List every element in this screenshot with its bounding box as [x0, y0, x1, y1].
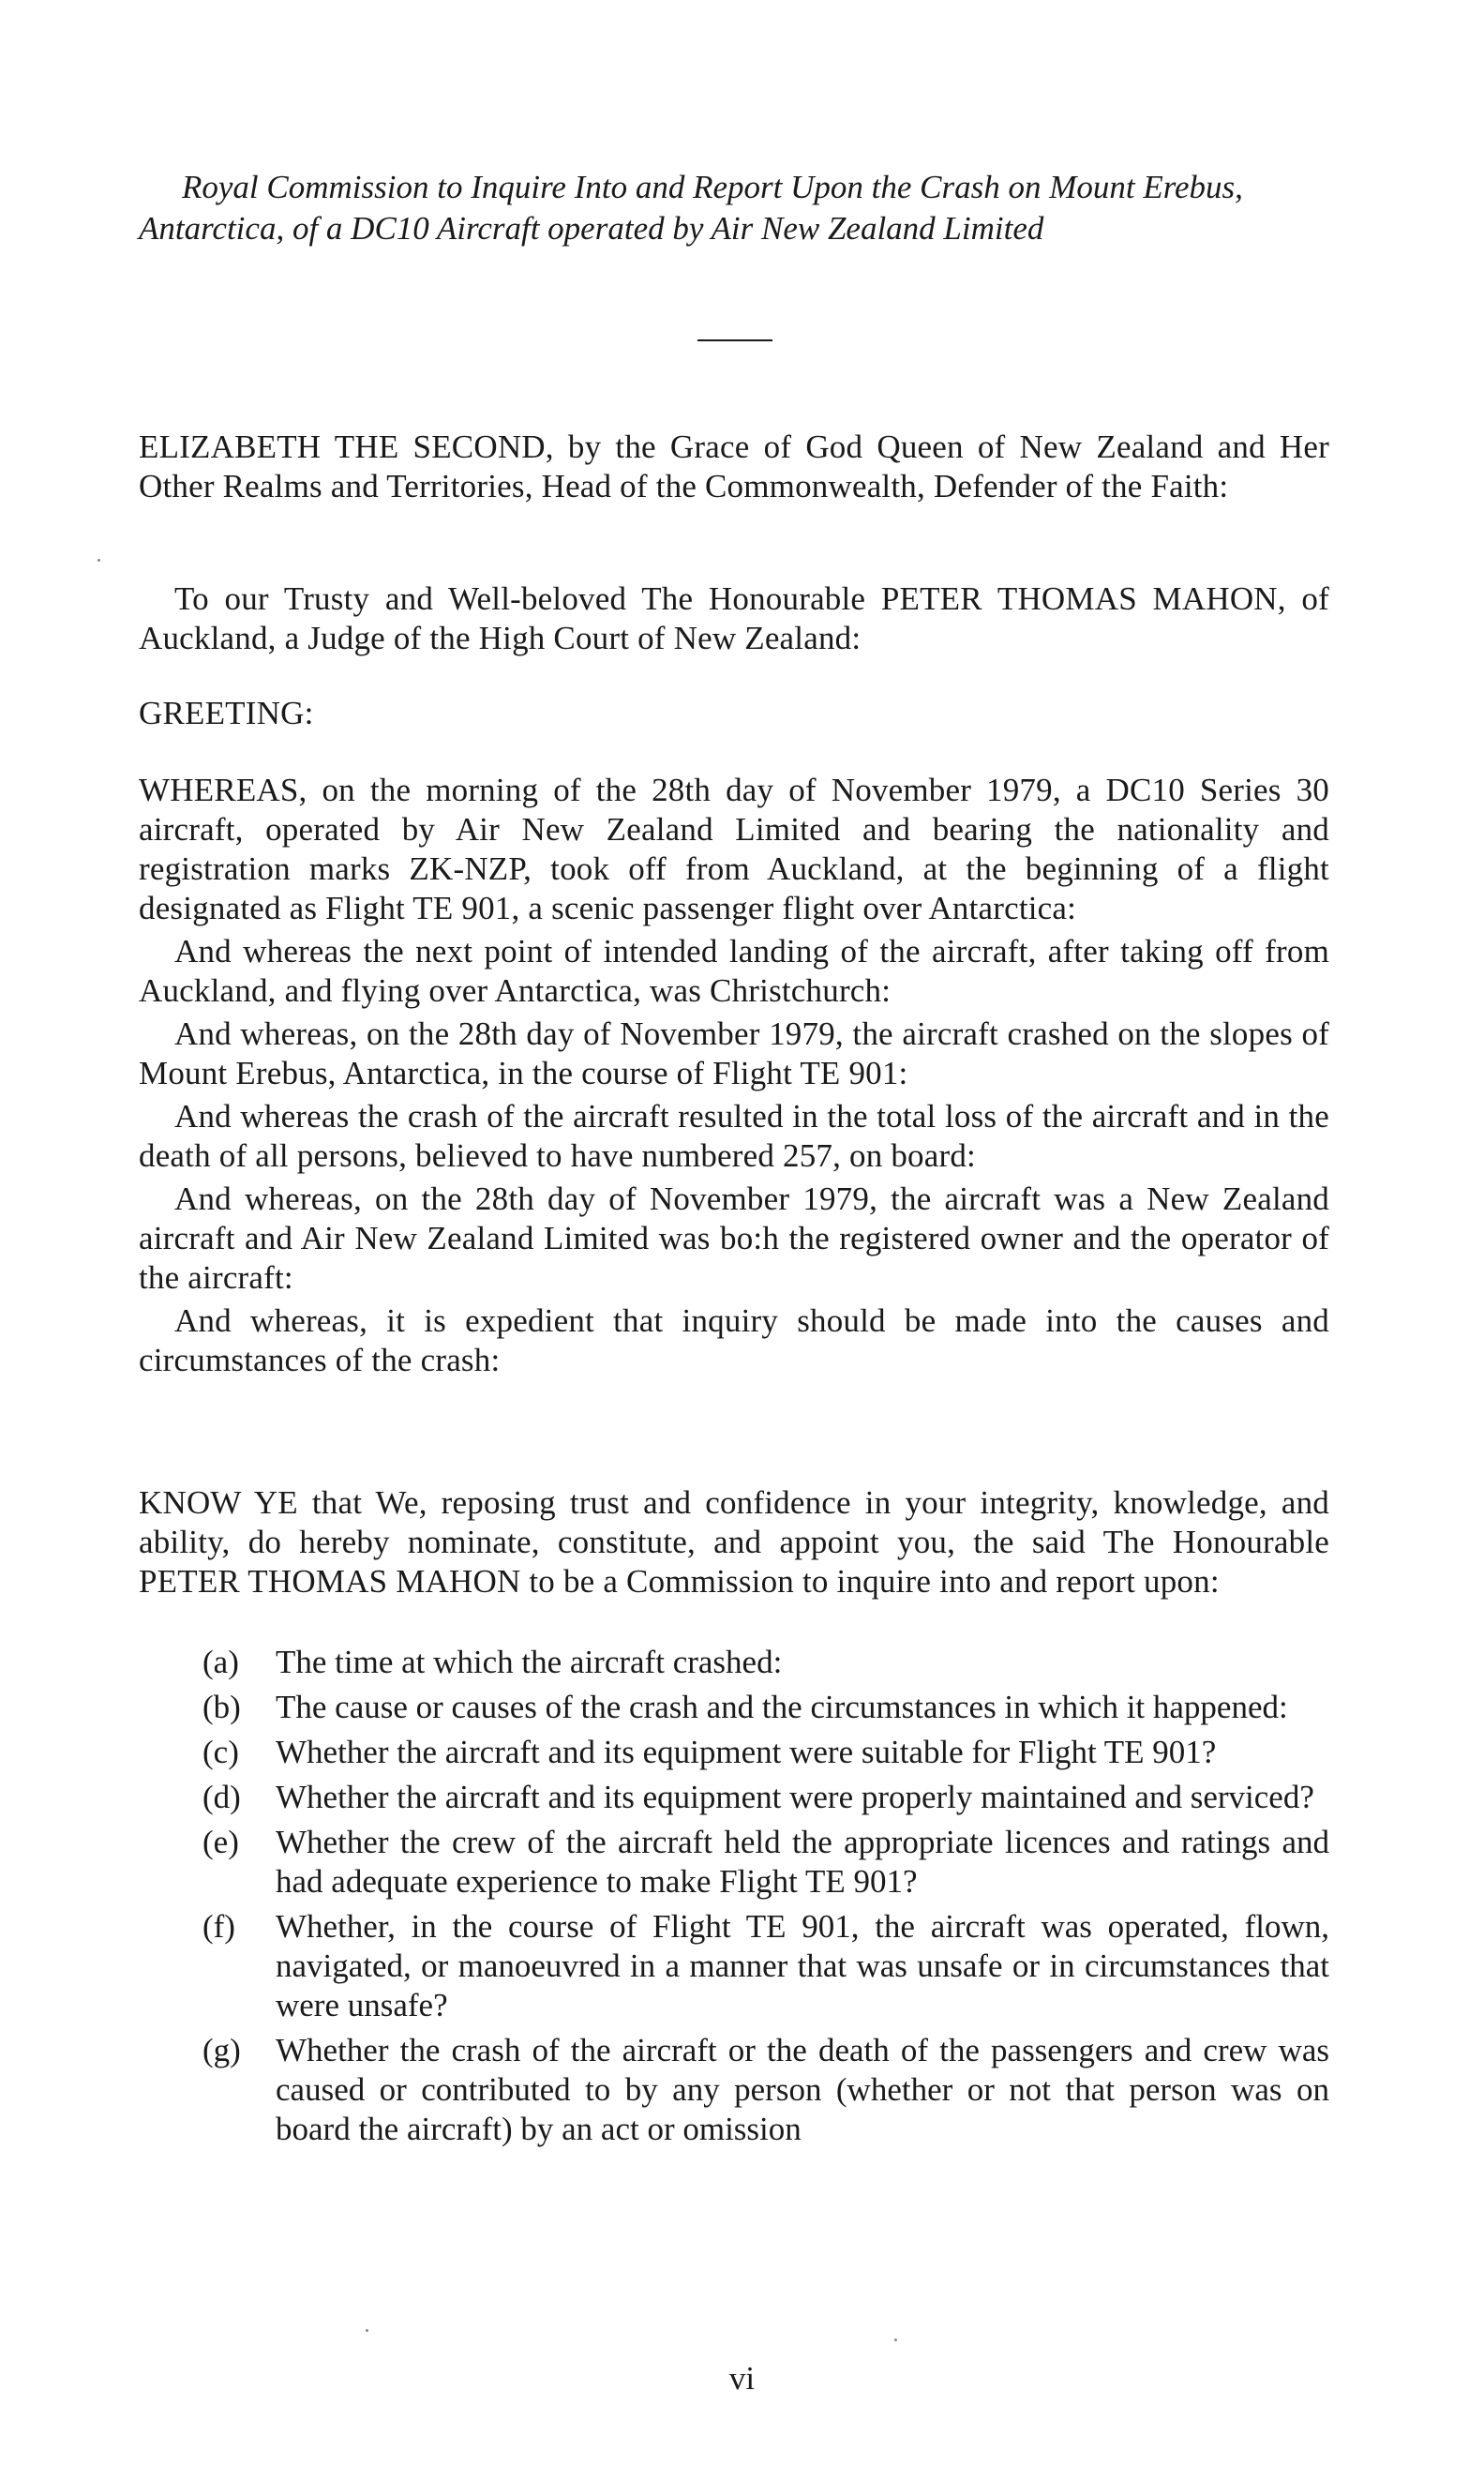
list-item — [139, 1688, 1329, 1727]
royal-style-text: ELIZABETH THE SECOND, by the Grace of God Queen of New Zealand and Her Other Realms and Territories, Head of the Commonwealth, Defender of the Faith: — [139, 429, 1329, 504]
address-paragraph — [139, 579, 1329, 658]
greeting-text: GREETING: — [139, 695, 314, 731]
list-item-text: Whether the crash of the aircraft or the death of the passengers and crew was caused or contributed to by any person (whether or not that person was on board the aircraft) by an act or omission — [276, 2032, 1329, 2147]
title-line-2: Antarctica, of a DC10 Aircraft operated by Air New Zealand Limited — [139, 210, 1044, 247]
royal-style-paragraph — [139, 428, 1329, 506]
list-item — [139, 1823, 1329, 1902]
operative-paragraph — [139, 1483, 1329, 1601]
recital-crash: And whereas, on the 28th day of November 1979, the aircraft crashed on the slopes of Mount Erebus, Antarctica, in the course of Flight TE 901: — [139, 1015, 1329, 1091]
recital-next-landing: And whereas the next point of intended landing of the aircraft, after taking off from Auckland, and flying over Antarctica, was Christchurch: — [139, 933, 1329, 1009]
recital-loss: And whereas the crash of the aircraft resulted in the total loss of the aircraft and in the death of all persons, believed to have numbered 257, on board: — [139, 1098, 1329, 1174]
list-marker: (a) — [202, 1644, 239, 1680]
list-marker: (c) — [202, 1734, 239, 1770]
list-item — [139, 1907, 1329, 2025]
print-speck — [97, 559, 100, 562]
list-marker: (b) — [202, 1689, 241, 1725]
recital-whereas: WHEREAS, on the morning of the 28th day of November 1979, a DC10 Series 30 aircraft, operated by Air New Zealand Limited and bearing the nationality and registration marks ZK-NZP, took off from Auckland, at the beginning of a flight designated as Flight TE 901, a scenic passenger flight over Antarctica: — [139, 772, 1329, 926]
list-marker: (d) — [202, 1779, 241, 1815]
list-marker: (g) — [202, 2032, 241, 2068]
list-item-text: The cause or causes of the crash and the circumstances in which it happened: — [276, 1689, 1288, 1725]
operative-text: KNOW YE that We, reposing trust and confidence in your integrity, knowledge, and ability, do hereby nominate, constitute, and appoint you, the said The Honourable PETER THOMAS MAHON to be a Commission to inquire into and report upon: — [139, 1484, 1329, 1600]
recital-ownership: And whereas, on the 28th day of November 1979, the aircraft was a New Zealand aircraft and Air New Zealand Limited was bo:h the registered owner and the operator of the aircraft: — [139, 1180, 1329, 1296]
list-item-text: Whether the aircraft and its equipment were properly maintained and serviced? — [276, 1779, 1314, 1815]
list-item — [139, 1778, 1329, 1817]
list-item-text: The time at which the aircraft crashed: — [276, 1644, 783, 1680]
list-marker: (f) — [202, 1908, 235, 1945]
list-item — [139, 1643, 1329, 1682]
print-speck — [894, 2338, 897, 2341]
list-item-text: Whether the aircraft and its equipment were suitable for Flight TE 901? — [276, 1734, 1217, 1770]
print-speck — [366, 2329, 368, 2332]
list-item-text: Whether the crew of the aircraft held the appropriate licences and ratings and had adequate experience to make Flight TE 901? — [276, 1824, 1329, 1900]
list-marker: (e) — [202, 1824, 239, 1860]
list-item — [139, 2031, 1329, 2149]
list-item — [139, 1733, 1329, 1772]
terms-of-reference-list — [139, 1643, 1329, 2155]
page-number: vi — [728, 2360, 756, 2397]
title-line-1: Royal Commission to Inquire Into and Report Upon the Crash on Mount Erebus, — [182, 169, 1243, 205]
recital-inquiry: And whereas, it is expedient that inquiry should be made into the causes and circumstances of the crash: — [139, 1302, 1329, 1378]
commission-title — [139, 167, 1329, 249]
greeting-paragraph — [139, 694, 1329, 733]
address-text: To our Trusty and Well-beloved The Honourable PETER THOMAS MAHON, of Auckland, a Judge of the High Court of New Zealand: — [139, 580, 1329, 656]
recitals-section — [139, 771, 1329, 1380]
title-separator-rule — [697, 339, 772, 341]
list-item-text: Whether, in the course of Flight TE 901, the aircraft was operated, flown, navigated, or manoeuvred in a manner that was unsafe or in circumstances that were unsafe? — [276, 1908, 1329, 2023]
